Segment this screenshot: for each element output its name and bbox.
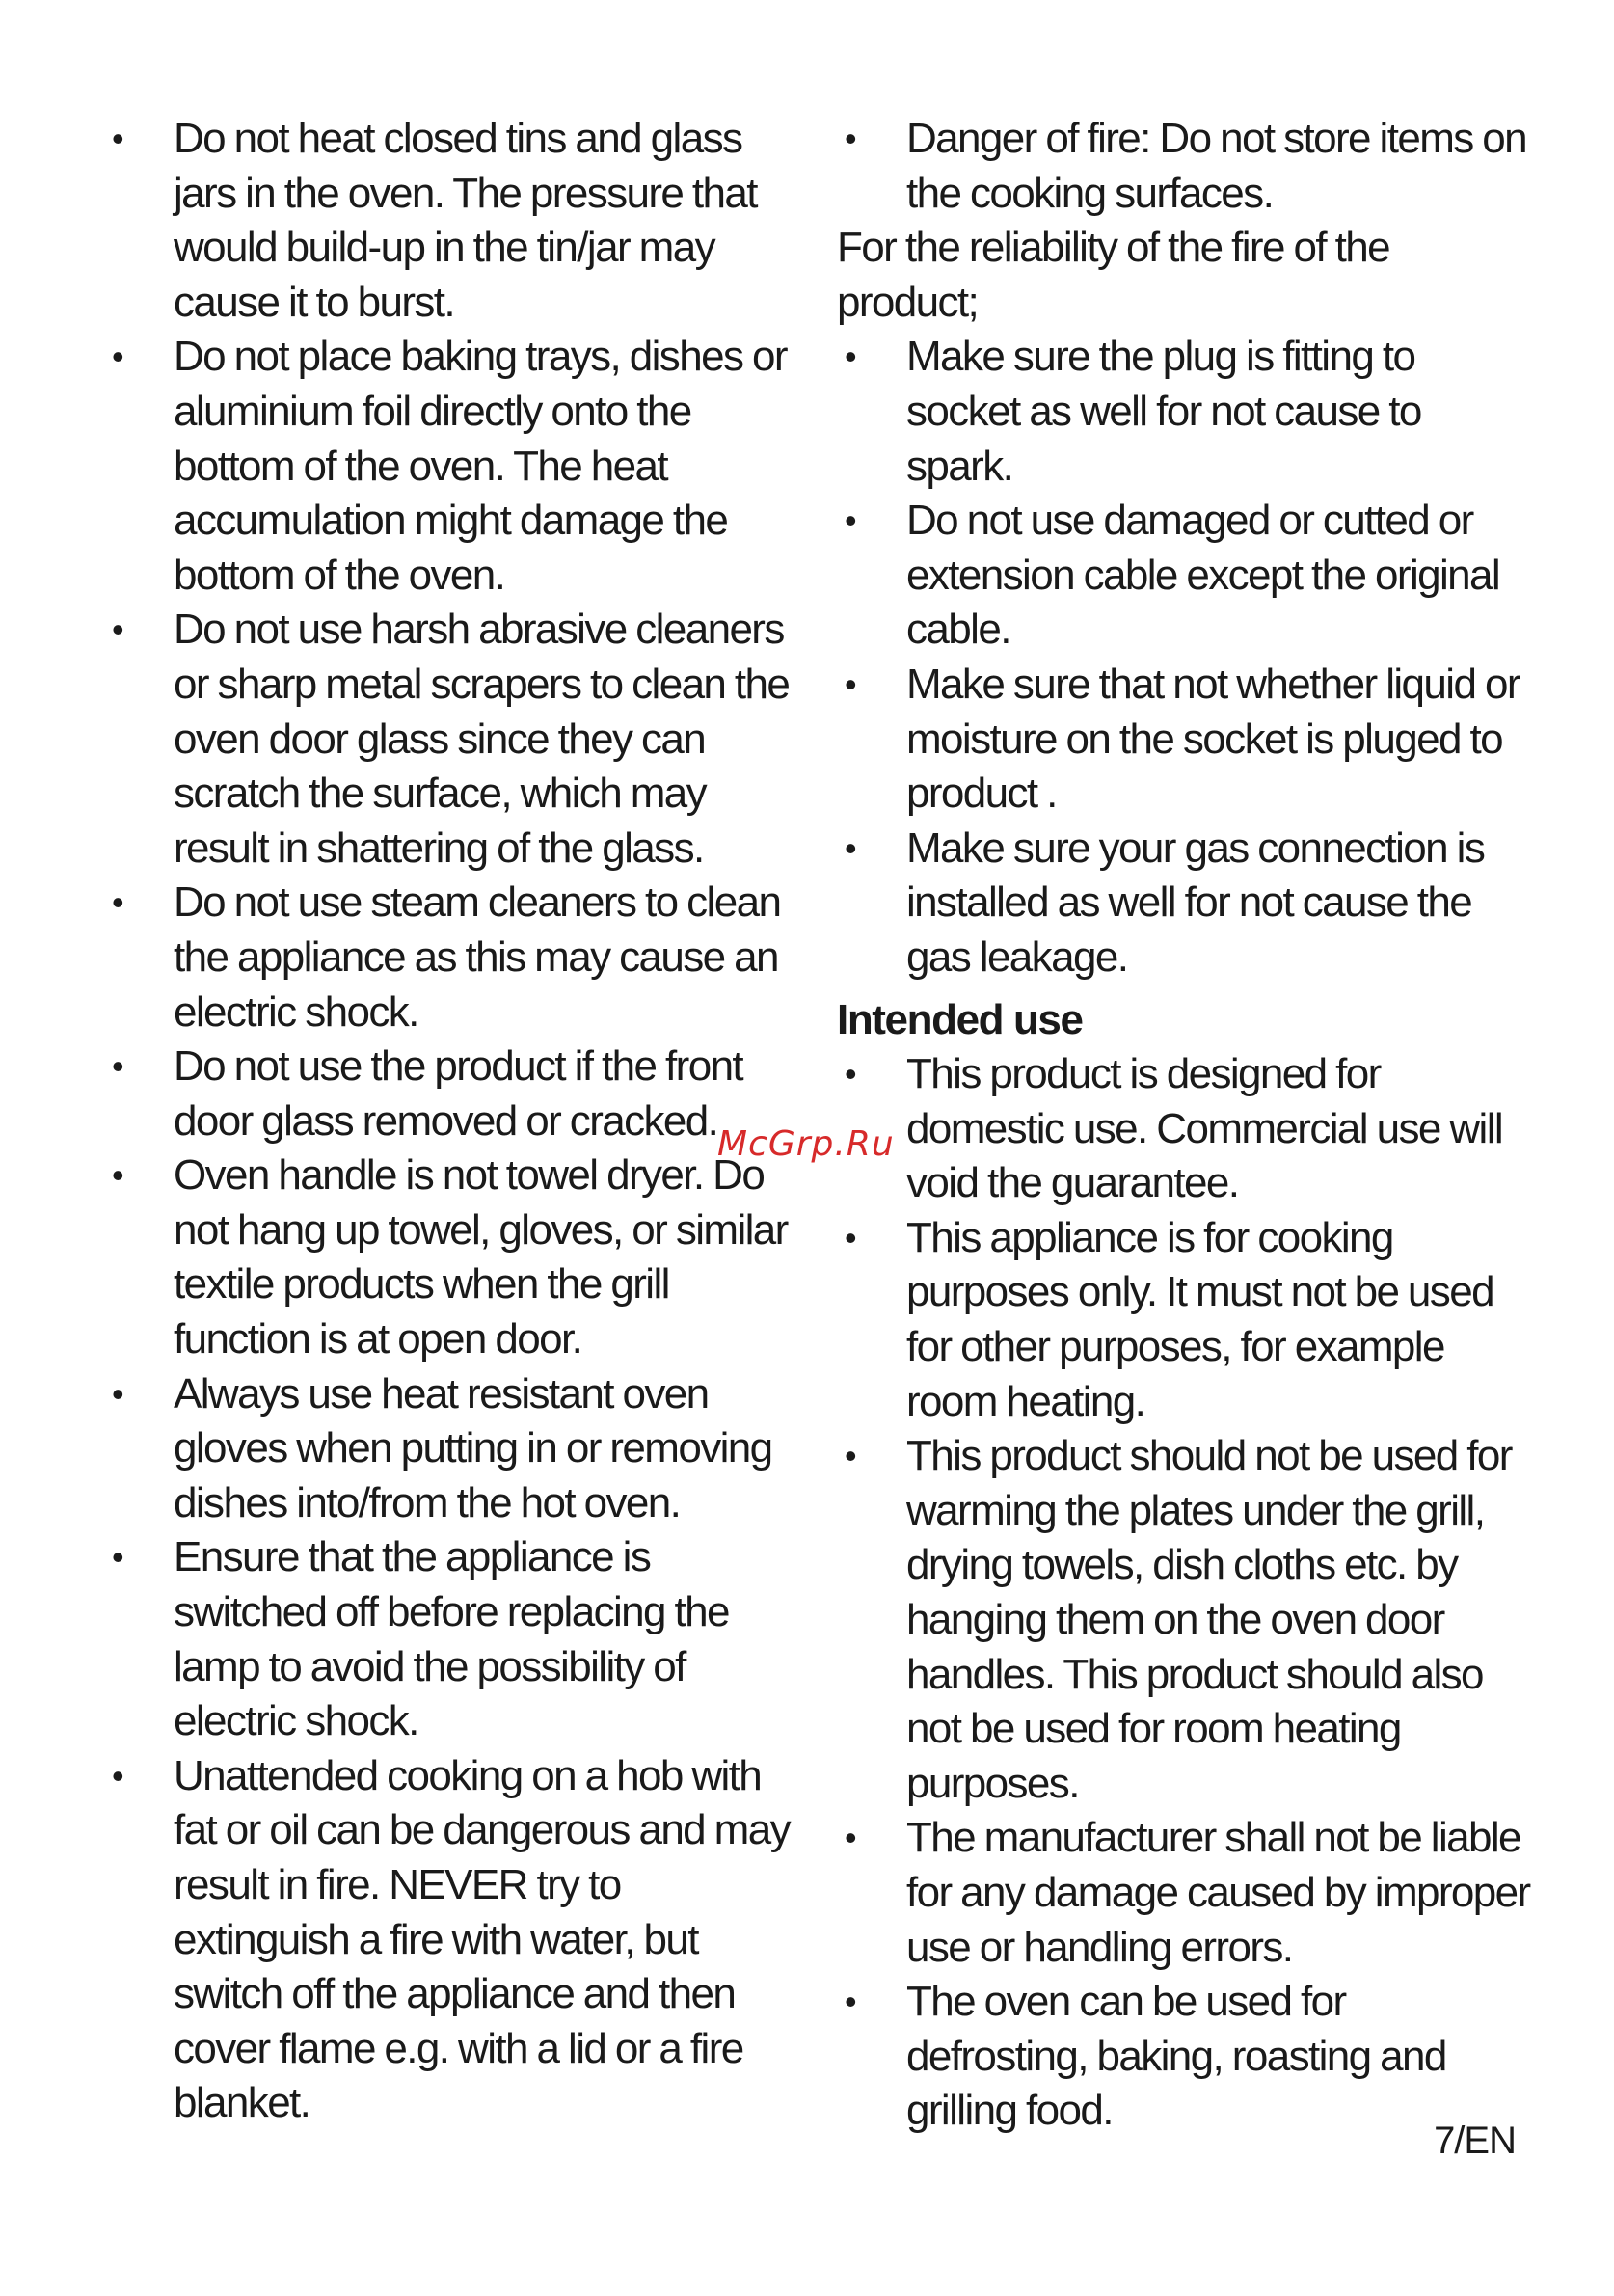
bullet: • — [112, 1537, 124, 1578]
fire-warning-list — [837, 112, 1531, 221]
bullet: • — [845, 1436, 857, 1476]
bullet: • — [845, 1982, 857, 2022]
list-item-text: Make sure the plug is fitting to socket as well for not cause to spark. — [906, 333, 1421, 490]
intended-use-heading: Intended use — [837, 995, 1083, 1043]
bullet: • — [845, 1054, 857, 1094]
list-item — [104, 876, 798, 1040]
page-number: 7/EN — [1434, 2120, 1516, 2162]
list-item — [837, 1429, 1531, 1811]
list-item-text: Make sure that not whether liquid or moisture on the socket is pluged to product . — [906, 660, 1520, 818]
list-item-text: Do not use steam cleaners to clean the appliance as this may cause an electric shock. — [174, 878, 781, 1036]
list-item — [837, 330, 1531, 494]
list-item — [837, 1047, 1531, 1211]
list-item — [104, 1367, 798, 1531]
bullet: • — [112, 882, 124, 923]
bullet: • — [112, 609, 124, 650]
list-item-text: Danger of fire: Do not store items on the cooking surfaces. — [906, 115, 1527, 217]
list-item — [837, 822, 1531, 986]
bullet: • — [112, 1155, 124, 1196]
list-item-text: Do not use harsh abrasive cleaners or sharp metal scrapers to clean the oven door glass since they can scratch the surface, which may result in shattering of the glass. — [174, 606, 790, 872]
left-bullet-list — [104, 112, 798, 2131]
list-item — [104, 112, 798, 330]
bullet: • — [112, 119, 124, 158]
list-item — [104, 603, 798, 876]
intended-use-list — [837, 1047, 1531, 2139]
list-item-text: Do not heat closed tins and glass jars in the oven. The pressure that would build-up in the tin/jar may cause it to burst. — [174, 115, 757, 326]
list-item — [837, 1975, 1531, 2139]
bullet: • — [845, 500, 857, 541]
bullet: • — [112, 1046, 124, 1087]
watermark[interactable]: McGrp.Ru — [717, 1124, 895, 1164]
list-item — [837, 658, 1531, 822]
list-item — [104, 1530, 798, 1748]
bullet: • — [845, 337, 857, 377]
list-item-text: Unattended cooking on a hob with fat or oil can be dangerous and may result in fire. NEVER try to extinguish a fire with water, but switch off the appliance and then cover flame e.g. with a lid or a fire blanket. — [174, 1751, 791, 2127]
list-item — [837, 1211, 1531, 1429]
bullet: • — [845, 119, 857, 158]
bullet: • — [112, 337, 124, 377]
list-item-text: Do not place baking trays, dishes or aluminium foil directly onto the bottom of the oven. The heat accumulation might damage the bottom of the oven. — [174, 333, 787, 599]
bullet: • — [845, 827, 857, 868]
right-column — [837, 112, 1531, 2139]
list-item-text: Always use heat resistant oven gloves when putting in or removing dishes into/from the hot oven. — [174, 1369, 772, 1526]
list-item-text: This product is designed for domestic use. Commercial use will void the guarantee. — [906, 1050, 1503, 1207]
reliability-intro: For the reliability of the fire of the product; — [837, 224, 1389, 326]
list-item — [837, 494, 1531, 658]
reliability-list — [837, 330, 1531, 985]
list-item-text: Oven handle is not towel dryer. Do not hang up towel, gloves, or similar textile products when the grill function is at open door. — [174, 1151, 788, 1364]
list-item-text: Make sure your gas connection is installed as well for not cause the gas leakage. — [906, 824, 1485, 981]
list-item-text: Do not use damaged or cutted or extension cable except the original cable. — [906, 497, 1500, 654]
list-item — [837, 112, 1531, 221]
bullet: • — [112, 1373, 124, 1414]
list-item — [104, 330, 798, 603]
list-item-text: Do not use the product if the front door glass removed or cracked. — [174, 1042, 743, 1145]
bullet: • — [112, 1755, 124, 1796]
list-item — [837, 1811, 1531, 1975]
bullet: • — [845, 1217, 857, 1257]
list-item-text: This appliance is for cooking purposes only. It must not be used for other purposes, for example room heating. — [906, 1213, 1493, 1425]
list-item — [104, 1040, 798, 1148]
list-item-text: This product should not be used for warming the plates under the grill, drying towels, dish cloths etc. by hanging them on the oven door handles. This product should also not be used for room heating purposes. — [906, 1432, 1512, 1807]
list-item-text: The manufacturer shall not be liable for any damage caused by improper use or handling errors. — [906, 1814, 1530, 1971]
list-item — [104, 1749, 798, 2131]
list-item — [104, 1148, 798, 1366]
list-item-text: Ensure that the appliance is switched off before replacing the lamp to avoid the possibility of electric shock. — [174, 1533, 729, 1745]
list-item-text: The oven can be used for defrosting, baking, roasting and grilling food. — [906, 1978, 1446, 2135]
left-column — [104, 112, 798, 2131]
bullet: • — [845, 663, 857, 704]
bullet: • — [845, 1818, 857, 1858]
